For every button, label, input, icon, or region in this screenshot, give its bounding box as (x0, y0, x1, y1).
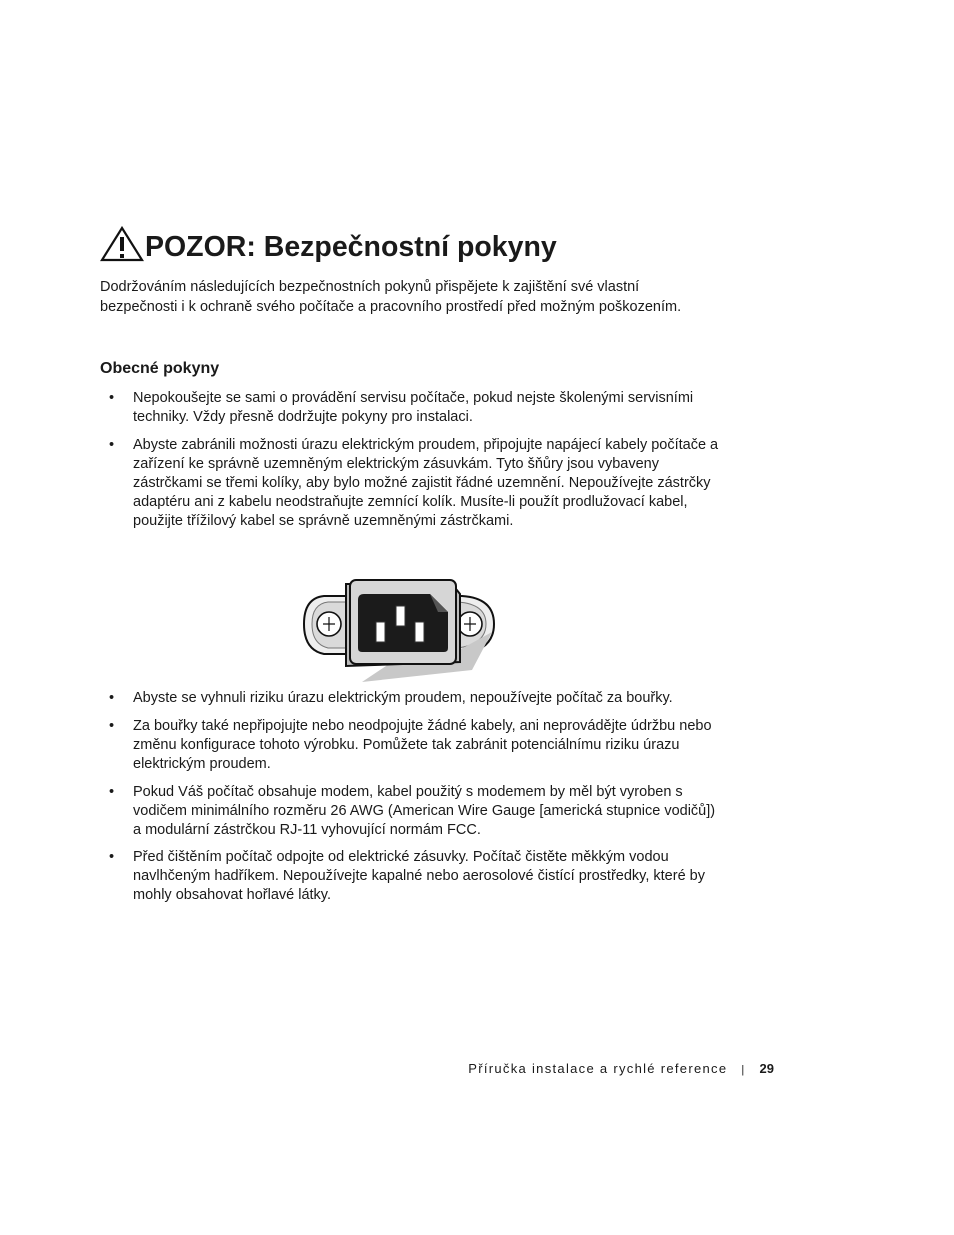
list-item-text: Abyste zabránili možnosti úrazu elektrickým proudem, připojujte napájecí kabely počítače a zařízení ke správně uzemněným elektrickým zásuvkám. Tyto šňůry jsou vybaveny zástrčkami se třemi kolíky, aby bylo možné zajistit řádné uzemnění. Nepoužívejte zástrčky adaptéru ani z kabelu neodstraňujte zemnící kolík. Musíte-li použít prodlužovací kabel, použijte třížilový kabel se správně uzemněnými zástrčkami. (133, 437, 719, 529)
footer-book-title: Příručka instalace a rychlé reference (468, 1061, 728, 1076)
list-item (109, 783, 723, 840)
list-item-text: Pokud Váš počítač obsahuje modem, kabel použitý s modemem by měl být vyroben s vodičem minimálního rozměru 26 AWG (American Wire Gauge [americká stupnice vodičů]) a modulární zástrčkou RJ-11 vyhovující normám FCC. (133, 784, 716, 838)
list-item-text: Nepokoušejte se sami o provádění servisu počítače, pokud nejste školenými servisními techniky. Vždy přesně dodržujte pokyny pro instalaci. (133, 390, 694, 425)
list-item-text: Před čištěním počítač odpojte od elektrické zásuvky. Počítač čistěte měkkým vodou navlhčeným hadříkem. Nepoužívejte kapalné nebo aerosolové čistící prostředky, které by mohly obsahovat hořlavé látky. (133, 849, 705, 903)
bullet: • (109, 849, 115, 865)
bullet: • (109, 690, 115, 706)
bullet: • (109, 784, 115, 800)
page-footer (468, 1061, 774, 1076)
warning-triangle-icon (100, 226, 144, 262)
section-heading: Obecné pokyny (100, 360, 220, 377)
bullet: • (109, 437, 115, 453)
bullet: • (109, 390, 115, 406)
footer-separator: | (741, 1064, 746, 1076)
bullet: • (109, 718, 115, 734)
list-item (109, 717, 723, 774)
list-item-text: Abyste se vyhnuli riziku úrazu elektrickým proudem, nepoužívejte počítač za bouřky. (133, 690, 673, 706)
list-item (109, 689, 723, 708)
title-text: POZOR: Bezpečnostní pokyny (145, 231, 557, 263)
power-connector-illustration (302, 578, 496, 684)
page-number: 29 (759, 1061, 774, 1076)
list-item (109, 436, 723, 531)
list-item-text: Za bouřky také nepřipojujte nebo neodpojujte žádné kabely, ani neprovádějte údržbu nebo změnu konfigurace tohoto výrobku. Pomůžete tak zabránit potenciálnímu riziku úrazu elektrickým proudem. (133, 718, 712, 772)
page-title (100, 226, 557, 264)
list-item (109, 389, 723, 427)
intro-paragraph: Dodržováním následujících bezpečnostních pokynů přispějete k zajištění své vlastní bezpečnosti i k ochraně svého počítače a pracovního prostředí před možným poškozením. (100, 279, 682, 315)
list-item (109, 848, 723, 905)
